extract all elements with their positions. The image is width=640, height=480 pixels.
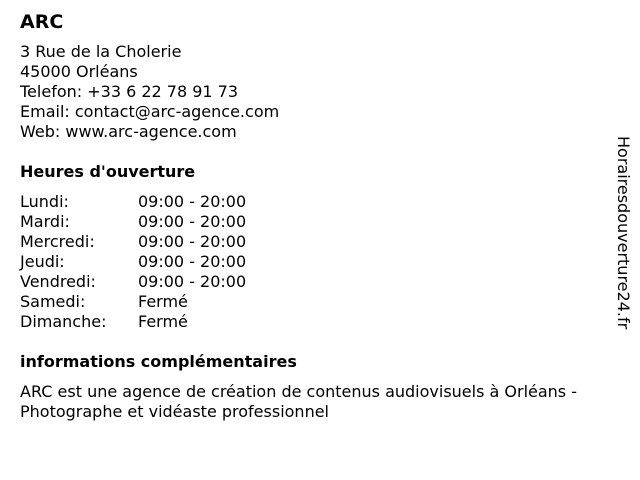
day-label: Mardi: (20, 212, 70, 231)
hours-row-wednesday (20, 232, 620, 252)
address-city: 45000 Orléans (20, 62, 138, 81)
website: Web: www.arc-agence.com (20, 122, 237, 141)
email-address: Email: contact@arc-agence.com (20, 102, 280, 121)
business-description: ARC est une agence de création de contenus audiovisuels à Orléans - Photographe et vidéaste professionnel (20, 382, 577, 421)
day-label: Mercredi: (20, 232, 95, 251)
address-street: 3 Rue de la Cholerie (20, 42, 182, 61)
opening-hours-heading: Heures d'ouverture (20, 162, 196, 181)
day-label: Jeudi: (20, 252, 65, 271)
hours-row-thursday (20, 252, 620, 272)
watermark-text: Horairesdouverture24.fr (614, 136, 633, 330)
day-hours: 09:00 - 20:00 (138, 272, 247, 291)
day-hours: Fermé (138, 292, 188, 311)
hours-row-friday (20, 272, 620, 292)
hours-row-monday (20, 192, 620, 212)
hours-row-saturday (20, 292, 620, 312)
phone-number: Telefon: +33 6 22 78 91 73 (20, 82, 239, 101)
business-name: ARC (20, 11, 64, 33)
day-hours: Fermé (138, 312, 188, 331)
hours-row-tuesday (20, 212, 620, 232)
day-label: Dimanche: (20, 312, 107, 331)
business-card (20, 10, 620, 422)
day-label: Vendredi: (20, 272, 96, 291)
day-hours: 09:00 - 20:00 (138, 252, 247, 271)
day-hours: 09:00 - 20:00 (138, 232, 247, 251)
day-label: Lundi: (20, 192, 69, 211)
opening-hours-table (20, 192, 620, 332)
day-hours: 09:00 - 20:00 (138, 192, 247, 211)
day-label: Samedi: (20, 292, 86, 311)
day-hours: 09:00 - 20:00 (138, 212, 247, 231)
hours-row-sunday (20, 312, 620, 332)
additional-info-heading: informations complémentaires (20, 352, 297, 371)
